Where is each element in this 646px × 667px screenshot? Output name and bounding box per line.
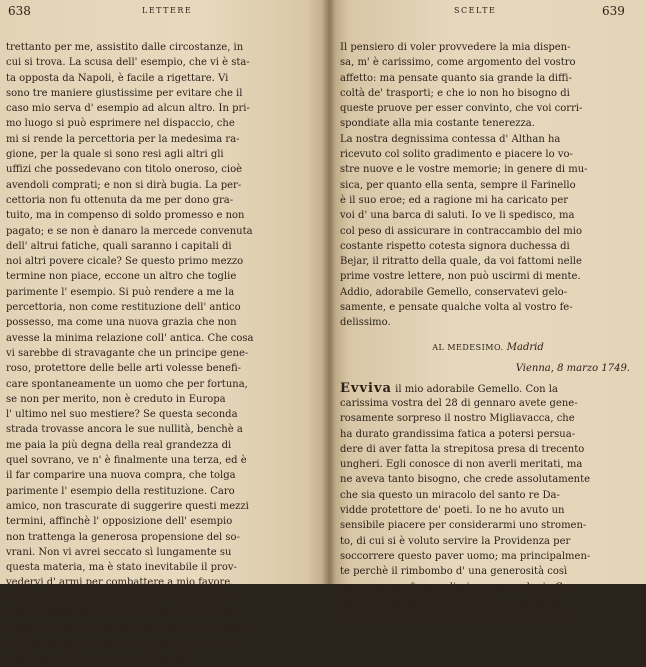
text-line: se non per merito, non è creduto in Europa bbox=[6, 393, 226, 405]
text-line: ne aveva tanto bisogno, che crede assolutamente bbox=[340, 474, 591, 486]
text-line: mi si rende la percettoria per la medesima ra- bbox=[6, 133, 240, 145]
text-line: pagato; e se non è danaro la mercede convenuta bbox=[6, 225, 253, 237]
text-line: prime vostre lettere, non può uscirmi di mente. bbox=[340, 271, 581, 283]
letter-closing bbox=[340, 40, 636, 331]
text-line: riempito e la città e la corte; ed ho ogni giorno bbox=[340, 612, 578, 624]
text-line: l' ultimo nel suo mestiere? Se questa seconda bbox=[6, 409, 238, 421]
text-line: termini, affinchè l' opposizione dell' esempio bbox=[6, 516, 233, 528]
text-line: vrani. Non vi avrei seccato sì lungamente su bbox=[6, 546, 232, 558]
text-line: dell' altrui fatiche, quali saranno i capitali di bbox=[6, 240, 232, 252]
right-body-text bbox=[340, 40, 636, 625]
left-running-head: LETTERE bbox=[142, 6, 193, 15]
text-line: La nostra degnissima contessa d' Althan ha bbox=[340, 133, 561, 145]
text-line: trettanto per me, assistito dalle circostanze, in bbox=[6, 42, 244, 53]
left-page-number: 638 bbox=[8, 4, 31, 18]
text-line: gione, per la quale si sono resi agli altri gli bbox=[6, 149, 224, 161]
book-gutter bbox=[322, 0, 336, 584]
text-line: carissima vostra del 28 di gennaro avete gene- bbox=[340, 397, 578, 409]
text-line: coltà de' trasporti; e che io non ho bisogno di bbox=[340, 87, 570, 99]
text-line: rosamente sorpreso il nostro Migliavacca, che bbox=[340, 413, 575, 425]
text-line: sono tre maniere giustissime per evitare che il bbox=[6, 87, 243, 99]
left-body-text bbox=[6, 40, 306, 667]
text-line: ha durato grandissima fatica a potersi persua- bbox=[340, 428, 576, 440]
text-line: mo luogo si può esprimere nel dispaccio, che bbox=[6, 118, 235, 130]
right-page bbox=[330, 0, 646, 624]
text-line: sa, m' è carissimo, come argomento del vostro bbox=[340, 57, 576, 69]
drop-word: Evviva bbox=[340, 380, 392, 396]
text-line: il far comparire una nuova compra, che tolga bbox=[6, 470, 236, 482]
text-line: poco comune fa grandissimo onore al mio Ge- bbox=[340, 581, 573, 593]
text-line: ungheri. Egli conosce di non averli meritati, ma bbox=[340, 459, 583, 471]
letter-salutation: AL MEDESIMO. Madrid bbox=[432, 341, 544, 353]
text-line: Vi rendo grazie della ricetta, ch' io farò ese- bbox=[6, 592, 229, 604]
letter-body bbox=[340, 396, 636, 625]
text-line: quel sovrano, ve n' è finalmente una terza, ed è bbox=[6, 455, 247, 467]
text-line: noi altri povere cicale? Se questo primo mezzo bbox=[6, 256, 244, 268]
text-line: Il pensiero di voler provvedere la mia dispen- bbox=[340, 42, 571, 53]
text-line: è il suo eroe; ed a ragione mi ha caricato per bbox=[340, 194, 569, 206]
text-line: questa materia, ma è stato inevitabile il prov- bbox=[6, 562, 237, 574]
text-line: vidde protettore de' poeti. Io ne ho avuto un bbox=[340, 505, 565, 517]
text-line: cettoria non fu ottenuta da me per dono gra- bbox=[6, 194, 234, 206]
text-line: Addio, adorabile Gemello, conservatevi gelo- bbox=[340, 286, 568, 298]
text-line: guire esattamente, e ne farò uso, e con tanta bbox=[6, 607, 235, 619]
text-line: vi sarebbe di stravagante che un principe gene- bbox=[6, 347, 249, 359]
text-line: uffizi che possedevano con titolo oneroso, cioè bbox=[6, 164, 243, 176]
text-line: vedervi d' armi per combattere a mio favore. bbox=[6, 577, 234, 589]
text-line: non trattenga la generosa propensione del so- bbox=[6, 531, 240, 543]
text-line: ricevuto col solito gradimento e piacere lo vo- bbox=[340, 149, 573, 161]
text-line: delissimo. bbox=[340, 317, 391, 329]
text-line: caso mio serva d' esempio ad alcun altro. In pri- bbox=[6, 103, 250, 115]
text-line: possesso, ma come una nuova grazia che non bbox=[6, 317, 237, 329]
text-line: sensibile piacere per considerarmi uno stromen- bbox=[340, 520, 587, 532]
letter-date: Vienna, 8 marzo 1749. bbox=[515, 362, 630, 374]
text-line: col peso di assicurare in contraccambio del mio bbox=[340, 225, 582, 237]
text-line: strada trovasse ancora le sue nullità, benchè a bbox=[6, 424, 243, 436]
text-line: costante rispetto cotesta signora duchessa di bbox=[340, 240, 570, 252]
text-line: roso, protettore delle belle arti volesse benefi- bbox=[6, 363, 242, 375]
text-line: Bejar, il ritratto della quale, da voi fattomi nelle bbox=[340, 256, 582, 268]
text-line: te perchè il rimbombo d' una generosità così bbox=[340, 566, 568, 578]
text-line: dere di aver fatta la strepitosa presa di trecento bbox=[340, 443, 585, 455]
text-line: spondiate alla mia costante tenerezza. bbox=[340, 118, 535, 130]
right-page-number: 639 bbox=[602, 4, 625, 18]
text-line: soccorrere questo paver uomo; ma principalmen- bbox=[340, 550, 591, 562]
right-running-head: SCELTE bbox=[454, 6, 497, 15]
text-line: to, di cui si è voluto servire la Providenza per bbox=[340, 535, 571, 547]
text-line: termine non piace, eccone un altro che toglie bbox=[6, 271, 237, 283]
text-line: maggiore speranza di profitto, quanto m' è più bbox=[6, 623, 243, 635]
text-line: dalle mani del mio amabile Gemello. bbox=[6, 653, 191, 665]
text-line: amico, non trascurate di suggerire questi mezzi bbox=[6, 500, 249, 512]
text-line: queste pruove per esser convinto, che voi corri- bbox=[340, 103, 583, 115]
text-line: voi d' una barca di saluti. Io ve li spedisco, ma bbox=[340, 210, 575, 222]
text-line: care spontaneamente un uomo che per fortuna, bbox=[6, 378, 248, 390]
text-line: mello. Il Migliavacca non la tace, e io ne ho bbox=[340, 596, 561, 608]
text-line: stre nuove e le vostre memorie; in genere di mu- bbox=[340, 164, 588, 176]
text-line: avendoli comprati; e non si dirà bugia. La per- bbox=[6, 179, 242, 191]
text-line: tuito, ma in compenso di soldo promesso e non bbox=[6, 210, 245, 222]
text-line: ta opposta da Napoli, è facile a rigettare. Vi bbox=[6, 72, 229, 84]
text-line: parimente l' esempio. Si può rendere a me la bbox=[6, 286, 235, 298]
text-line: che sia questo un miracolo del santo re Da- bbox=[340, 489, 560, 501]
text-line: samente, e pensate qualche volta al vostro fe- bbox=[340, 302, 573, 314]
text-line: avesse la minima relazione coll' antica. Che cosa bbox=[6, 332, 254, 344]
text-line: sica, per quanto ella senta, sempre il Farinello bbox=[340, 179, 576, 191]
text-line: affetto: ma pensate quanto sia grande la diffi- bbox=[340, 72, 572, 84]
text-line: percettoria, non come restituzione dell' antico bbox=[6, 302, 241, 314]
letter-first-line: Evviva il mio adorabile Gemello. Con la bbox=[340, 380, 558, 396]
text-line: me paia la più degna della real grandezza di bbox=[6, 439, 232, 451]
text-line: cui si trova. La scusa dell' esempio, che vi è sta- bbox=[6, 57, 250, 69]
text-line: parimente l' esempio della restituzione. Caro bbox=[6, 485, 235, 497]
text-line: caro di qualunque altra cosa ciò che mi vien bbox=[6, 638, 231, 650]
